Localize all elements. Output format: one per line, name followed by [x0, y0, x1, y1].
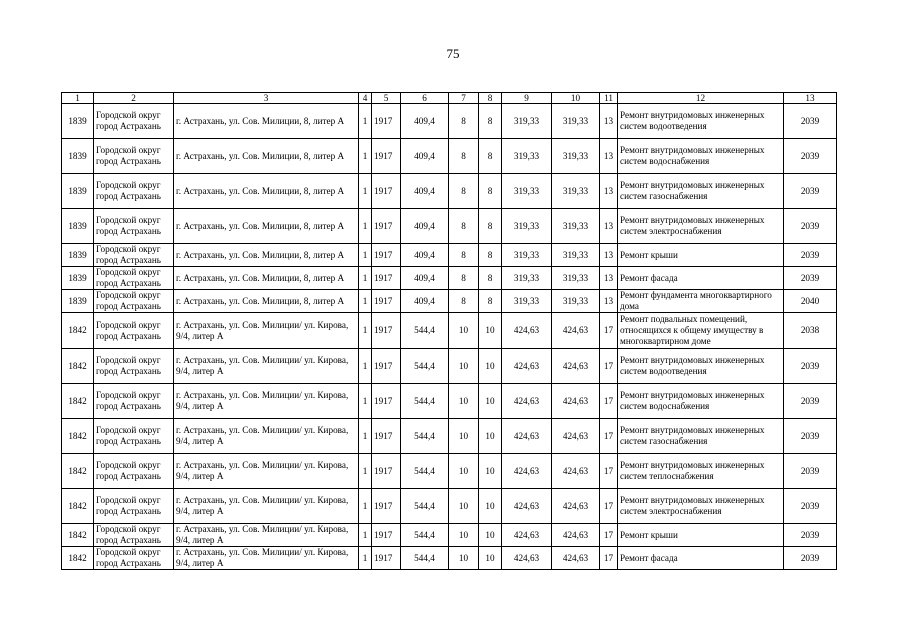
col-7-cell: 10 — [449, 547, 479, 570]
row-number-cell: 1839 — [62, 209, 94, 244]
year-built-cell: 1917 — [372, 454, 401, 489]
area-cell: 544,4 — [401, 349, 449, 384]
year-built-cell: 1917 — [372, 547, 401, 570]
address-cell: г. Астрахань, ул. Сов. Милиции, 8, литер А — [174, 139, 359, 174]
column-header-1: 1 — [62, 93, 94, 104]
year-built-cell: 1917 — [372, 349, 401, 384]
col-4-cell: 1 — [359, 139, 372, 174]
address-cell: г. Астрахань, ул. Сов. Милиции/ ул. Кирова, 9/4, литер А — [174, 547, 359, 570]
address-cell: г. Астрахань, ул. Сов. Милиции, 8, литер А — [174, 290, 359, 313]
planned-year-cell: 2039 — [784, 349, 837, 384]
table-row — [62, 489, 837, 524]
col-10-cell: 319,33 — [552, 290, 600, 313]
year-built-cell: 1917 — [372, 489, 401, 524]
col-10-cell: 424,63 — [552, 419, 600, 454]
column-header-13: 13 — [784, 93, 837, 104]
municipality-cell: Городской округ город Астрахань — [94, 174, 174, 209]
col-7-cell: 10 — [449, 454, 479, 489]
table-row — [62, 139, 837, 174]
column-header-4: 4 — [359, 93, 372, 104]
area-cell: 409,4 — [401, 139, 449, 174]
col-11-cell: 13 — [600, 267, 618, 290]
planned-year-cell: 2039 — [784, 139, 837, 174]
year-built-cell: 1917 — [372, 419, 401, 454]
column-header-9: 9 — [502, 93, 552, 104]
address-cell: г. Астрахань, ул. Сов. Милиции/ ул. Кирова, 9/4, литер А — [174, 313, 359, 349]
planned-year-cell: 2039 — [784, 419, 837, 454]
area-cell: 409,4 — [401, 104, 449, 139]
col-7-cell: 8 — [449, 174, 479, 209]
col-11-cell: 17 — [600, 384, 618, 419]
col-8-cell: 10 — [479, 384, 502, 419]
planned-year-cell: 2039 — [784, 209, 837, 244]
col-10-cell: 319,33 — [552, 209, 600, 244]
year-built-cell: 1917 — [372, 209, 401, 244]
planned-year-cell: 2039 — [784, 489, 837, 524]
address-cell: г. Астрахань, ул. Сов. Милиции/ ул. Кирова, 9/4, литер А — [174, 489, 359, 524]
row-number-cell: 1842 — [62, 419, 94, 454]
col-7-cell: 8 — [449, 209, 479, 244]
municipality-cell: Городской округ город Астрахань — [94, 524, 174, 547]
area-cell: 409,4 — [401, 244, 449, 267]
col-10-cell: 319,33 — [552, 174, 600, 209]
col-7-cell: 10 — [449, 524, 479, 547]
col-4-cell: 1 — [359, 104, 372, 139]
year-built-cell: 1917 — [372, 139, 401, 174]
col-9-cell: 319,33 — [502, 290, 552, 313]
year-built-cell: 1917 — [372, 267, 401, 290]
municipality-cell: Городской округ город Астрахань — [94, 384, 174, 419]
planned-year-cell: 2039 — [784, 174, 837, 209]
work-type-cell: Ремонт крыши — [618, 524, 784, 547]
column-header-2: 2 — [94, 93, 174, 104]
municipality-cell: Городской округ город Астрахань — [94, 349, 174, 384]
col-8-cell: 8 — [479, 104, 502, 139]
year-built-cell: 1917 — [372, 524, 401, 547]
col-4-cell: 1 — [359, 419, 372, 454]
area-cell: 544,4 — [401, 524, 449, 547]
planned-year-cell: 2039 — [784, 244, 837, 267]
col-10-cell: 424,63 — [552, 454, 600, 489]
col-4-cell: 1 — [359, 174, 372, 209]
col-11-cell: 13 — [600, 209, 618, 244]
row-number-cell: 1842 — [62, 349, 94, 384]
municipality-cell: Городской округ город Астрахань — [94, 267, 174, 290]
col-9-cell: 424,63 — [502, 349, 552, 384]
table-row — [62, 290, 837, 313]
col-4-cell: 1 — [359, 290, 372, 313]
col-8-cell: 8 — [479, 267, 502, 290]
year-built-cell: 1917 — [372, 384, 401, 419]
area-cell: 544,4 — [401, 489, 449, 524]
address-cell: г. Астрахань, ул. Сов. Милиции/ ул. Кирова, 9/4, литер А — [174, 349, 359, 384]
col-9-cell: 424,63 — [502, 524, 552, 547]
col-8-cell: 10 — [479, 489, 502, 524]
municipality-cell: Городской округ город Астрахань — [94, 290, 174, 313]
address-cell: г. Астрахань, ул. Сов. Милиции/ ул. Кирова, 9/4, литер А — [174, 524, 359, 547]
col-8-cell: 8 — [479, 209, 502, 244]
row-number-cell: 1842 — [62, 313, 94, 349]
planned-year-cell: 2038 — [784, 313, 837, 349]
col-11-cell: 17 — [600, 547, 618, 570]
area-cell: 409,4 — [401, 290, 449, 313]
municipality-cell: Городской округ город Астрахань — [94, 419, 174, 454]
column-header-10: 10 — [552, 93, 600, 104]
year-built-cell: 1917 — [372, 290, 401, 313]
work-type-cell: Ремонт фундамента многоквартирного дома — [618, 290, 784, 313]
col-7-cell: 10 — [449, 313, 479, 349]
col-9-cell: 424,63 — [502, 547, 552, 570]
col-10-cell: 319,33 — [552, 139, 600, 174]
col-4-cell: 1 — [359, 547, 372, 570]
col-7-cell: 10 — [449, 349, 479, 384]
table-row — [62, 209, 837, 244]
col-11-cell: 13 — [600, 174, 618, 209]
row-number-cell: 1842 — [62, 547, 94, 570]
column-header-3: 3 — [174, 93, 359, 104]
area-cell: 409,4 — [401, 174, 449, 209]
column-number-row — [62, 93, 837, 104]
planned-year-cell: 2039 — [784, 384, 837, 419]
col-11-cell: 17 — [600, 489, 618, 524]
col-11-cell: 17 — [600, 313, 618, 349]
column-header-11: 11 — [600, 93, 618, 104]
table-body — [62, 104, 837, 570]
municipality-cell: Городской округ город Астрахань — [94, 139, 174, 174]
row-number-cell: 1839 — [62, 139, 94, 174]
col-10-cell: 319,33 — [552, 267, 600, 290]
work-type-cell: Ремонт крыши — [618, 244, 784, 267]
year-built-cell: 1917 — [372, 313, 401, 349]
table-row — [62, 313, 837, 349]
work-type-cell: Ремонт внутридомовых инженерных систем газоснабжения — [618, 174, 784, 209]
work-type-cell: Ремонт внутридомовых инженерных систем водоснабжения — [618, 139, 784, 174]
col-4-cell: 1 — [359, 267, 372, 290]
column-header-8: 8 — [479, 93, 502, 104]
col-8-cell: 8 — [479, 244, 502, 267]
table-row — [62, 384, 837, 419]
column-header-12: 12 — [618, 93, 784, 104]
area-cell: 409,4 — [401, 267, 449, 290]
page-number: 75 — [446, 46, 460, 61]
municipality-cell: Городской округ город Астрахань — [94, 209, 174, 244]
col-9-cell: 424,63 — [502, 454, 552, 489]
col-9-cell: 424,63 — [502, 419, 552, 454]
col-8-cell: 8 — [479, 174, 502, 209]
col-7-cell: 10 — [449, 384, 479, 419]
table-row — [62, 419, 837, 454]
col-7-cell: 8 — [449, 104, 479, 139]
area-cell: 544,4 — [401, 313, 449, 349]
col-9-cell: 319,33 — [502, 267, 552, 290]
work-type-cell: Ремонт внутридомовых инженерных систем водоснабжения — [618, 384, 784, 419]
row-number-cell: 1842 — [62, 489, 94, 524]
col-9-cell: 319,33 — [502, 209, 552, 244]
col-7-cell: 10 — [449, 419, 479, 454]
table-row — [62, 454, 837, 489]
municipality-cell: Городской округ город Астрахань — [94, 454, 174, 489]
planned-year-cell: 2039 — [784, 104, 837, 139]
year-built-cell: 1917 — [372, 174, 401, 209]
col-10-cell: 424,63 — [552, 349, 600, 384]
col-4-cell: 1 — [359, 313, 372, 349]
col-11-cell: 13 — [600, 139, 618, 174]
table-row — [62, 104, 837, 139]
area-cell: 544,4 — [401, 419, 449, 454]
col-8-cell: 10 — [479, 419, 502, 454]
col-11-cell: 13 — [600, 104, 618, 139]
address-cell: г. Астрахань, ул. Сов. Милиции, 8, литер А — [174, 174, 359, 209]
col-7-cell: 8 — [449, 267, 479, 290]
address-cell: г. Астрахань, ул. Сов. Милиции, 8, литер А — [174, 244, 359, 267]
work-type-cell: Ремонт внутридомовых инженерных систем водоотведения — [618, 349, 784, 384]
col-10-cell: 424,63 — [552, 313, 600, 349]
area-cell: 544,4 — [401, 384, 449, 419]
col-7-cell: 8 — [449, 290, 479, 313]
municipality-cell: Городской округ город Астрахань — [94, 104, 174, 139]
table-row — [62, 524, 837, 547]
municipality-cell: Городской округ город Астрахань — [94, 489, 174, 524]
work-type-cell: Ремонт внутридомовых инженерных систем газоснабжения — [618, 419, 784, 454]
municipality-cell: Городской округ город Астрахань — [94, 313, 174, 349]
col-8-cell: 10 — [479, 454, 502, 489]
col-4-cell: 1 — [359, 489, 372, 524]
area-cell: 544,4 — [401, 547, 449, 570]
work-type-cell: Ремонт подвальных помещений, относящихся к общему имуществу в многоквартирном доме — [618, 313, 784, 349]
row-number-cell: 1842 — [62, 524, 94, 547]
col-4-cell: 1 — [359, 524, 372, 547]
row-number-cell: 1842 — [62, 384, 94, 419]
col-10-cell: 319,33 — [552, 244, 600, 267]
year-built-cell: 1917 — [372, 244, 401, 267]
planned-year-cell: 2039 — [784, 454, 837, 489]
work-type-cell: Ремонт внутридомовых инженерных систем теплоснабжения — [618, 454, 784, 489]
work-type-cell: Ремонт фасада — [618, 267, 784, 290]
table-row — [62, 244, 837, 267]
col-4-cell: 1 — [359, 349, 372, 384]
row-number-cell: 1839 — [62, 290, 94, 313]
col-11-cell: 17 — [600, 419, 618, 454]
col-11-cell: 13 — [600, 244, 618, 267]
area-cell: 544,4 — [401, 454, 449, 489]
area-cell: 409,4 — [401, 209, 449, 244]
col-10-cell: 424,63 — [552, 384, 600, 419]
planned-year-cell: 2039 — [784, 547, 837, 570]
col-8-cell: 10 — [479, 524, 502, 547]
col-10-cell: 424,63 — [552, 489, 600, 524]
col-9-cell: 319,33 — [502, 244, 552, 267]
col-4-cell: 1 — [359, 454, 372, 489]
address-cell: г. Астрахань, ул. Сов. Милиции/ ул. Кирова, 9/4, литер А — [174, 384, 359, 419]
registry-table — [61, 92, 837, 570]
year-built-cell: 1917 — [372, 104, 401, 139]
col-9-cell: 319,33 — [502, 104, 552, 139]
col-11-cell: 13 — [600, 290, 618, 313]
col-8-cell: 8 — [479, 290, 502, 313]
col-9-cell: 319,33 — [502, 174, 552, 209]
col-8-cell: 10 — [479, 547, 502, 570]
address-cell: г. Астрахань, ул. Сов. Милиции/ ул. Кирова, 9/4, литер А — [174, 419, 359, 454]
municipality-cell: Городской округ город Астрахань — [94, 547, 174, 570]
col-7-cell: 10 — [449, 489, 479, 524]
col-4-cell: 1 — [359, 244, 372, 267]
col-7-cell: 8 — [449, 139, 479, 174]
planned-year-cell: 2039 — [784, 267, 837, 290]
col-8-cell: 10 — [479, 349, 502, 384]
address-cell: г. Астрахань, ул. Сов. Милиции, 8, литер А — [174, 104, 359, 139]
work-type-cell: Ремонт фасада — [618, 547, 784, 570]
col-8-cell: 10 — [479, 313, 502, 349]
col-11-cell: 17 — [600, 524, 618, 547]
table-row — [62, 349, 837, 384]
planned-year-cell: 2039 — [784, 524, 837, 547]
municipality-cell: Городской округ город Астрахань — [94, 244, 174, 267]
planned-year-cell: 2040 — [784, 290, 837, 313]
address-cell: г. Астрахань, ул. Сов. Милиции, 8, литер А — [174, 209, 359, 244]
col-11-cell: 17 — [600, 349, 618, 384]
row-number-cell: 1839 — [62, 267, 94, 290]
table-row — [62, 547, 837, 570]
address-cell: г. Астрахань, ул. Сов. Милиции, 8, литер А — [174, 267, 359, 290]
col-9-cell: 424,63 — [502, 489, 552, 524]
col-9-cell: 319,33 — [502, 139, 552, 174]
col-4-cell: 1 — [359, 209, 372, 244]
row-number-cell: 1839 — [62, 174, 94, 209]
row-number-cell: 1839 — [62, 104, 94, 139]
col-10-cell: 319,33 — [552, 104, 600, 139]
row-number-cell: 1839 — [62, 244, 94, 267]
col-7-cell: 8 — [449, 244, 479, 267]
work-type-cell: Ремонт внутридомовых инженерных систем водоотведения — [618, 104, 784, 139]
col-10-cell: 424,63 — [552, 547, 600, 570]
table-row — [62, 267, 837, 290]
col-4-cell: 1 — [359, 384, 372, 419]
col-11-cell: 17 — [600, 454, 618, 489]
column-header-7: 7 — [449, 93, 479, 104]
work-type-cell: Ремонт внутридомовых инженерных систем электроснабжения — [618, 489, 784, 524]
row-number-cell: 1842 — [62, 454, 94, 489]
col-9-cell: 424,63 — [502, 384, 552, 419]
col-10-cell: 424,63 — [552, 524, 600, 547]
address-cell: г. Астрахань, ул. Сов. Милиции/ ул. Кирова, 9/4, литер А — [174, 454, 359, 489]
column-header-5: 5 — [372, 93, 401, 104]
col-9-cell: 424,63 — [502, 313, 552, 349]
col-8-cell: 8 — [479, 139, 502, 174]
table-row — [62, 174, 837, 209]
work-type-cell: Ремонт внутридомовых инженерных систем электроснабжения — [618, 209, 784, 244]
column-header-6: 6 — [401, 93, 449, 104]
